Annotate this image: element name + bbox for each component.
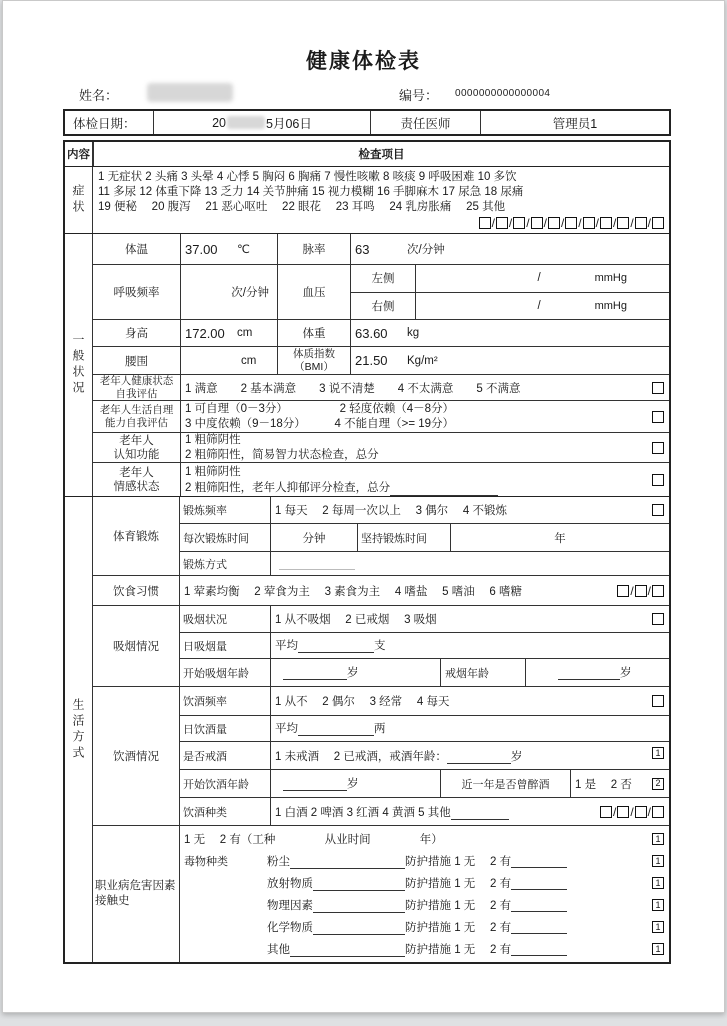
symptoms-content	[93, 167, 669, 233]
pulse-unit: 次/分钟	[407, 244, 445, 256]
toxin-name-blank	[290, 945, 405, 957]
protection-label: 防护措施 1 无 2 有	[405, 900, 512, 912]
slash-separator: /	[647, 583, 651, 598]
temperature-value: 37.00	[185, 241, 218, 257]
smoking-daily-blank	[298, 641, 374, 653]
drinking-daily-blank	[298, 724, 374, 736]
checkbox[interactable]	[600, 217, 612, 229]
drinking-quit-row	[180, 741, 669, 769]
toxin-checkbox[interactable]: 1	[652, 899, 664, 911]
lifestyle-section	[65, 496, 669, 962]
content-header: 内容	[65, 142, 93, 166]
checkbox[interactable]	[617, 585, 629, 597]
respiratory-rate-label: 呼吸频率	[113, 287, 160, 299]
drinking-kinds-options: 1 白酒 2 啤酒 3 红酒 4 黄酒 5 其他	[275, 806, 451, 819]
general-section-label: 一般状况	[65, 234, 93, 496]
cognition-line2: 2 粗筛阳性，简易智力状态检查，总分	[185, 448, 379, 461]
toxin-row-dust	[180, 850, 669, 872]
bp-left-slash: /	[537, 272, 541, 285]
bmi-label	[277, 347, 350, 374]
exam-date-row	[63, 109, 671, 136]
number-label: 编号：	[399, 88, 439, 103]
general-section	[65, 233, 669, 496]
exam-date-redacted	[227, 116, 265, 129]
smoking-start-label: 开始吸烟年龄	[183, 667, 249, 680]
checkbox[interactable]	[652, 585, 664, 597]
toxin-name-wrap	[267, 897, 405, 913]
doctor-value: 管理员1	[480, 111, 669, 134]
diet-block	[93, 575, 669, 605]
respiration-bp-row	[93, 264, 669, 319]
checkbox[interactable]	[652, 806, 664, 818]
slash-separator: /	[543, 216, 547, 230]
smoking-quit-blank	[558, 668, 620, 680]
toxin-checkbox[interactable]: 1	[652, 921, 664, 933]
temperature-pulse-row	[93, 234, 669, 264]
drinking-quit-cell	[270, 742, 669, 769]
occupational-label-2: 接触史	[95, 895, 130, 907]
toxin-type-label: 毒物种类	[184, 856, 228, 868]
toxin-name-blank	[313, 879, 405, 891]
symptoms-line-1: 1 无症状 2 头痛 3 头晕 4 心悸 5 胸闷 6 胸痛 7 慢性咳嗽 8 咳痰 9 呼吸困难 10 多饮	[98, 171, 517, 183]
drinking-frequency-label: 饮酒频率	[183, 696, 227, 708]
emotion-row	[93, 462, 669, 496]
smoking-status-cell	[270, 606, 669, 632]
exercise-frequency-checkbox[interactable]	[652, 504, 664, 516]
pulse-cell	[350, 234, 669, 264]
toxin-name-wrap	[267, 875, 405, 891]
emotion-checkbox[interactable]	[652, 474, 664, 486]
drinking-daily-label: 日饮酒量	[183, 723, 227, 736]
occupational-block	[93, 825, 669, 962]
occupational-label	[93, 826, 180, 962]
exercise-label: 体育锻炼	[93, 497, 180, 575]
name-value-redacted	[147, 83, 233, 102]
drinking-kinds-cell	[270, 798, 669, 825]
toxin-checkbox[interactable]: 1	[652, 877, 664, 889]
smoking-daily-unit: 支	[374, 640, 386, 652]
weight-cell	[350, 320, 669, 346]
drinking-drunk-options: 1 是 2 否	[575, 778, 632, 791]
drinking-quit-unit: 岁	[510, 751, 523, 763]
exercise-persist-unit-cell	[450, 524, 669, 551]
drinking-kinds-label: 饮酒种类	[183, 806, 227, 819]
slash-separator: /	[508, 216, 513, 230]
occupational-label-1: 职业病危害因素	[95, 880, 176, 892]
exam-date-label: 体检日期：	[73, 116, 136, 131]
emotion-label	[93, 463, 180, 496]
exam-date-suffix: 5月06日	[266, 116, 312, 131]
elderly-self-care-label-1: 老年人生活自理	[99, 403, 174, 416]
drinking-kinds-blank	[451, 808, 509, 820]
smoking-daily-label: 日吸烟量	[183, 640, 227, 653]
elderly-self-care-row	[93, 400, 669, 432]
name-label: 姓名：	[79, 88, 119, 103]
protection-label: 防护措施 1 无 2 有	[405, 878, 512, 890]
toxin-row-radiation	[180, 872, 669, 894]
waist-cell	[180, 347, 277, 374]
elderly-self-care-label-2: 能力自我评估	[105, 416, 168, 429]
cognition-label-2: 认知功能	[113, 448, 160, 461]
exercise-frequency-row	[180, 497, 669, 523]
drinking-frequency-cell	[270, 687, 669, 715]
table-header-row	[65, 142, 669, 166]
diet-checkbox-group	[617, 584, 664, 598]
drinking-quit-blank	[447, 752, 511, 764]
temperature-label: 体温	[125, 244, 148, 256]
bmi-cell	[350, 347, 669, 374]
toxin-name: 粉尘	[267, 856, 290, 868]
document-page	[2, 0, 725, 1013]
drinking-frequency-options: 1 从不 2 偶尔 3 经常 4 每天	[275, 696, 450, 708]
elderly-self-health-options: 1 满意 2 基本满意 3 说不清楚 4 不太满意 5 不满意	[185, 382, 521, 395]
elderly-self-care-line2: 3 中度依赖（9－18分） 4 不能自理（>= 19分）	[185, 417, 455, 430]
checkbox[interactable]	[513, 217, 525, 229]
exercise-time-label: 每次锻炼时间	[183, 532, 249, 545]
smoking-status-options: 1 从不吸烟 2 已戒烟 3 吸烟	[275, 614, 437, 626]
slash-separator: /	[612, 804, 617, 819]
bmi-label-line2: （BMI）	[294, 360, 334, 373]
smoking-status-row	[180, 606, 669, 632]
exercise-mode-label: 锻炼方式	[183, 558, 227, 571]
drinking-start-label: 开始饮酒年龄	[183, 778, 249, 791]
toxin-name-wrap	[267, 941, 405, 957]
drinking-frequency-row	[180, 687, 669, 715]
drinking-kinds-wrap	[271, 804, 509, 820]
weight-unit: kg	[407, 327, 420, 339]
meta-row	[63, 85, 671, 103]
drinking-quit-options: 1 未戒酒 2 已戒酒，戒酒年龄：	[275, 751, 447, 763]
diet-label: 饮食习惯	[93, 576, 180, 605]
symptoms-section	[65, 166, 669, 233]
slash-separator: /	[526, 216, 530, 230]
checkbox[interactable]	[617, 217, 629, 229]
checkbox[interactable]	[531, 217, 543, 229]
height-weight-row	[93, 319, 669, 346]
temperature-cell	[180, 234, 277, 264]
elderly-self-care-cell	[180, 401, 669, 432]
emotion-cell	[180, 463, 669, 496]
toxin-name-blank	[313, 923, 405, 935]
drinking-kinds-checkbox-group	[600, 805, 664, 819]
occupational-head: 1 无 2 有（工种 从业时间 年）	[184, 834, 443, 846]
bp-left-label: 左侧	[351, 265, 416, 292]
exercise-mode-row	[180, 551, 669, 575]
health-exam-table	[63, 140, 671, 964]
symptoms-line-2: 11 多尿 12 体重下降 13 乏力 14 关节肿痛 15 视力模糊 16 手脚麻木 17 尿急 18 尿痛	[98, 186, 524, 198]
exam-date-value	[153, 111, 370, 134]
slash-separator: /	[630, 804, 634, 819]
drinking-drunk-cell	[570, 770, 669, 797]
toxin-row-other	[180, 938, 669, 960]
symptoms-section-label: 症状	[65, 167, 93, 233]
waist-unit: cm	[241, 354, 257, 367]
slash-separator: /	[647, 216, 651, 230]
exercise-time-unit-cell	[270, 524, 357, 551]
exercise-time-row	[180, 523, 669, 551]
bp-right-row	[351, 292, 669, 320]
protection-label: 防护措施 1 无 2 有	[405, 922, 512, 934]
checkbox[interactable]	[565, 217, 577, 229]
bp-right-unit: mmHg	[594, 299, 627, 312]
slash-separator: /	[630, 583, 634, 598]
exercise-time-unit: 分钟	[302, 532, 326, 545]
bp-right-value	[416, 293, 669, 320]
drinking-quit-label: 是否戒酒	[183, 750, 227, 763]
elderly-self-care-checkbox[interactable]	[652, 411, 664, 423]
height-label: 身高	[125, 328, 148, 340]
weight-label: 体重	[277, 320, 350, 346]
height-unit: cm	[237, 327, 253, 339]
smoking-start-unit: 岁	[347, 667, 359, 679]
blood-pressure-cell	[350, 265, 669, 319]
diet-cell	[180, 576, 669, 605]
number-value: 0000000000000004	[455, 88, 551, 99]
toxin-name: 物理因素	[267, 900, 313, 912]
elderly-self-health-checkbox[interactable]	[652, 382, 664, 394]
protection-blank	[511, 944, 567, 956]
smoking-status-checkbox[interactable]	[652, 613, 664, 625]
smoking-daily-row	[180, 632, 669, 658]
waist-bmi-row	[93, 346, 669, 374]
smoking-block	[93, 605, 669, 686]
emotion-line1: 1 粗筛阴性	[185, 465, 241, 478]
slash-separator: /	[647, 804, 651, 819]
exercise-block	[93, 497, 669, 575]
smoking-status-label: 吸烟状况	[183, 614, 227, 626]
toxin-row-physical	[180, 894, 669, 916]
toxin-name-blank	[313, 901, 405, 913]
drinking-daily-row	[180, 715, 669, 741]
checkbox[interactable]	[652, 217, 664, 229]
temperature-unit: ℃	[237, 244, 250, 256]
exercise-persist-label: 坚持锻炼时间	[357, 524, 450, 551]
respiratory-rate-cell	[180, 265, 277, 319]
elderly-self-health-cell	[180, 375, 669, 400]
cognition-checkbox[interactable]	[652, 442, 664, 454]
smoking-start-cell	[270, 659, 440, 686]
height-cell	[180, 320, 277, 346]
drinking-daily-cell	[270, 716, 669, 741]
slash-separator: /	[491, 216, 495, 230]
emotion-label-2: 情感状态	[113, 480, 160, 493]
checkbox[interactable]	[600, 806, 612, 818]
cognition-line1: 1 粗筛阴性	[185, 433, 241, 446]
protection-label: 防护措施 1 无 2 有	[405, 944, 512, 956]
occupational-head-checkbox[interactable]: 1	[652, 833, 664, 845]
elderly-self-care-label	[93, 401, 180, 432]
drinking-drunk-checkbox[interactable]: 2	[652, 778, 664, 790]
elderly-self-care-line1: 1 可自理（0－3分） 2 轻度依赖（4－8分）	[185, 402, 455, 415]
slash-separator: /	[612, 216, 617, 230]
smoking-quit-cell	[525, 659, 669, 686]
smoking-start-blank	[283, 668, 347, 680]
checkbox[interactable]	[635, 585, 647, 597]
toxin-row-chemical	[180, 916, 669, 938]
drinking-age-row	[180, 769, 669, 797]
cognition-cell	[180, 433, 669, 462]
drinking-kinds-row	[180, 797, 669, 825]
bmi-label-line1: 体质指数	[293, 347, 335, 360]
drinking-daily-unit: 两	[374, 723, 386, 735]
drinking-block	[93, 686, 669, 825]
smoking-age-row	[180, 658, 669, 686]
cognition-label-1: 老年人	[119, 434, 154, 447]
drinking-daily-prefix: 平均	[275, 723, 298, 735]
toxin-name-wrap	[267, 919, 405, 935]
bp-left-value	[416, 265, 669, 292]
toxin-name: 放射物质	[267, 878, 313, 890]
pulse-label: 脉率	[277, 234, 350, 264]
pulse-value: 63	[355, 241, 370, 257]
drinking-drunk-label: 近一年是否曾醉酒	[440, 770, 570, 797]
lifestyle-section-label: 生活方式	[65, 497, 93, 962]
bmi-unit: Kg/m²	[407, 354, 438, 367]
drinking-start-blank	[283, 779, 347, 791]
occupational-head-row	[180, 828, 669, 850]
page-title: 健康体检表	[306, 50, 421, 73]
drinking-start-unit: 岁	[347, 778, 359, 790]
smoking-quit-label: 戒烟年龄	[440, 659, 525, 686]
bp-left-row	[351, 265, 669, 292]
smoking-label: 吸烟情况	[93, 606, 180, 686]
bp-right-slash: /	[537, 299, 541, 312]
bp-right-label: 右侧	[351, 293, 416, 320]
checkbox[interactable]	[479, 217, 491, 229]
drinking-label: 饮酒情况	[93, 687, 180, 825]
checkbox[interactable]	[635, 217, 647, 229]
weight-value: 63.60	[355, 325, 388, 341]
exercise-mode-blank	[279, 558, 355, 570]
blood-pressure-label: 血压	[277, 265, 350, 319]
elderly-self-health-row	[93, 374, 669, 400]
bmi-value: 21.50	[355, 353, 388, 368]
slash-separator: /	[578, 216, 582, 230]
checkbox[interactable]	[583, 217, 595, 229]
toxin-checkbox[interactable]: 1	[652, 855, 664, 867]
symptoms-checkbox-group	[98, 216, 664, 230]
waist-label: 腰围	[125, 355, 148, 368]
smoking-quit-unit: 岁	[620, 667, 632, 679]
slash-separator: /	[560, 216, 565, 230]
drinking-frequency-checkbox[interactable]	[652, 695, 664, 707]
doctor-label: 责任医师	[370, 111, 480, 134]
toxin-name-wrap	[267, 853, 405, 869]
toxin-name: 其他	[267, 944, 290, 956]
elderly-self-health-label	[93, 375, 180, 400]
protection-blank	[511, 878, 567, 890]
protection-label: 防护措施 1 无 2 有	[405, 856, 512, 868]
exercise-frequency-cell	[270, 497, 669, 523]
checkbox[interactable]	[548, 217, 560, 229]
respiratory-rate-unit: 次/分钟	[231, 287, 269, 299]
height-value: 172.00	[185, 325, 225, 341]
smoking-daily-prefix: 平均	[275, 640, 298, 652]
checkbox[interactable]	[635, 806, 647, 818]
checkbox[interactable]	[617, 806, 629, 818]
protection-blank	[511, 922, 567, 934]
emotion-label-1: 老年人	[119, 466, 154, 479]
diet-options: 1 荤素均衡 2 荤食为主 3 素食为主 4 嗜盐 5 嗜油 6 嗜糖	[184, 585, 523, 598]
slash-separator: /	[630, 216, 634, 230]
protection-blank	[511, 900, 567, 912]
drinking-quit-checkbox[interactable]: 1	[652, 747, 664, 759]
exercise-persist-unit: 年	[554, 532, 566, 545]
cognition-label	[93, 433, 180, 462]
bp-left-unit: mmHg	[594, 272, 627, 285]
drinking-start-cell	[270, 770, 440, 797]
emotion-line2: 2 粗筛阳性，老年人抑郁评分检查，总分	[185, 481, 391, 494]
exercise-mode-cell	[270, 552, 669, 575]
symptoms-line-3: 19 便秘 20 腹泻 21 恶心呕吐 22 眼花 23 耳鸣 24 乳房胀痛 25 其他	[98, 201, 506, 213]
elderly-self-health-label-1: 老年人健康状态	[99, 374, 174, 387]
emotion-score-blank	[390, 484, 498, 496]
cognition-row	[93, 432, 669, 462]
smoking-daily-cell	[270, 633, 669, 658]
exercise-frequency-options: 1 每天 2 每周一次以上 3 偶尔 4 不锻炼	[275, 505, 507, 517]
toxin-name-blank	[290, 857, 405, 869]
exam-date-prefix: 20	[212, 115, 227, 130]
checkbox[interactable]	[496, 217, 508, 229]
slash-separator: /	[595, 216, 599, 230]
toxin-checkbox[interactable]: 1	[652, 943, 664, 955]
elderly-self-health-label-2: 自我评估	[115, 387, 158, 400]
toxin-name: 化学物质	[267, 922, 313, 934]
items-header: 检查项目	[93, 142, 669, 166]
exercise-frequency-label: 锻炼频率	[183, 505, 227, 517]
protection-blank	[511, 856, 567, 868]
